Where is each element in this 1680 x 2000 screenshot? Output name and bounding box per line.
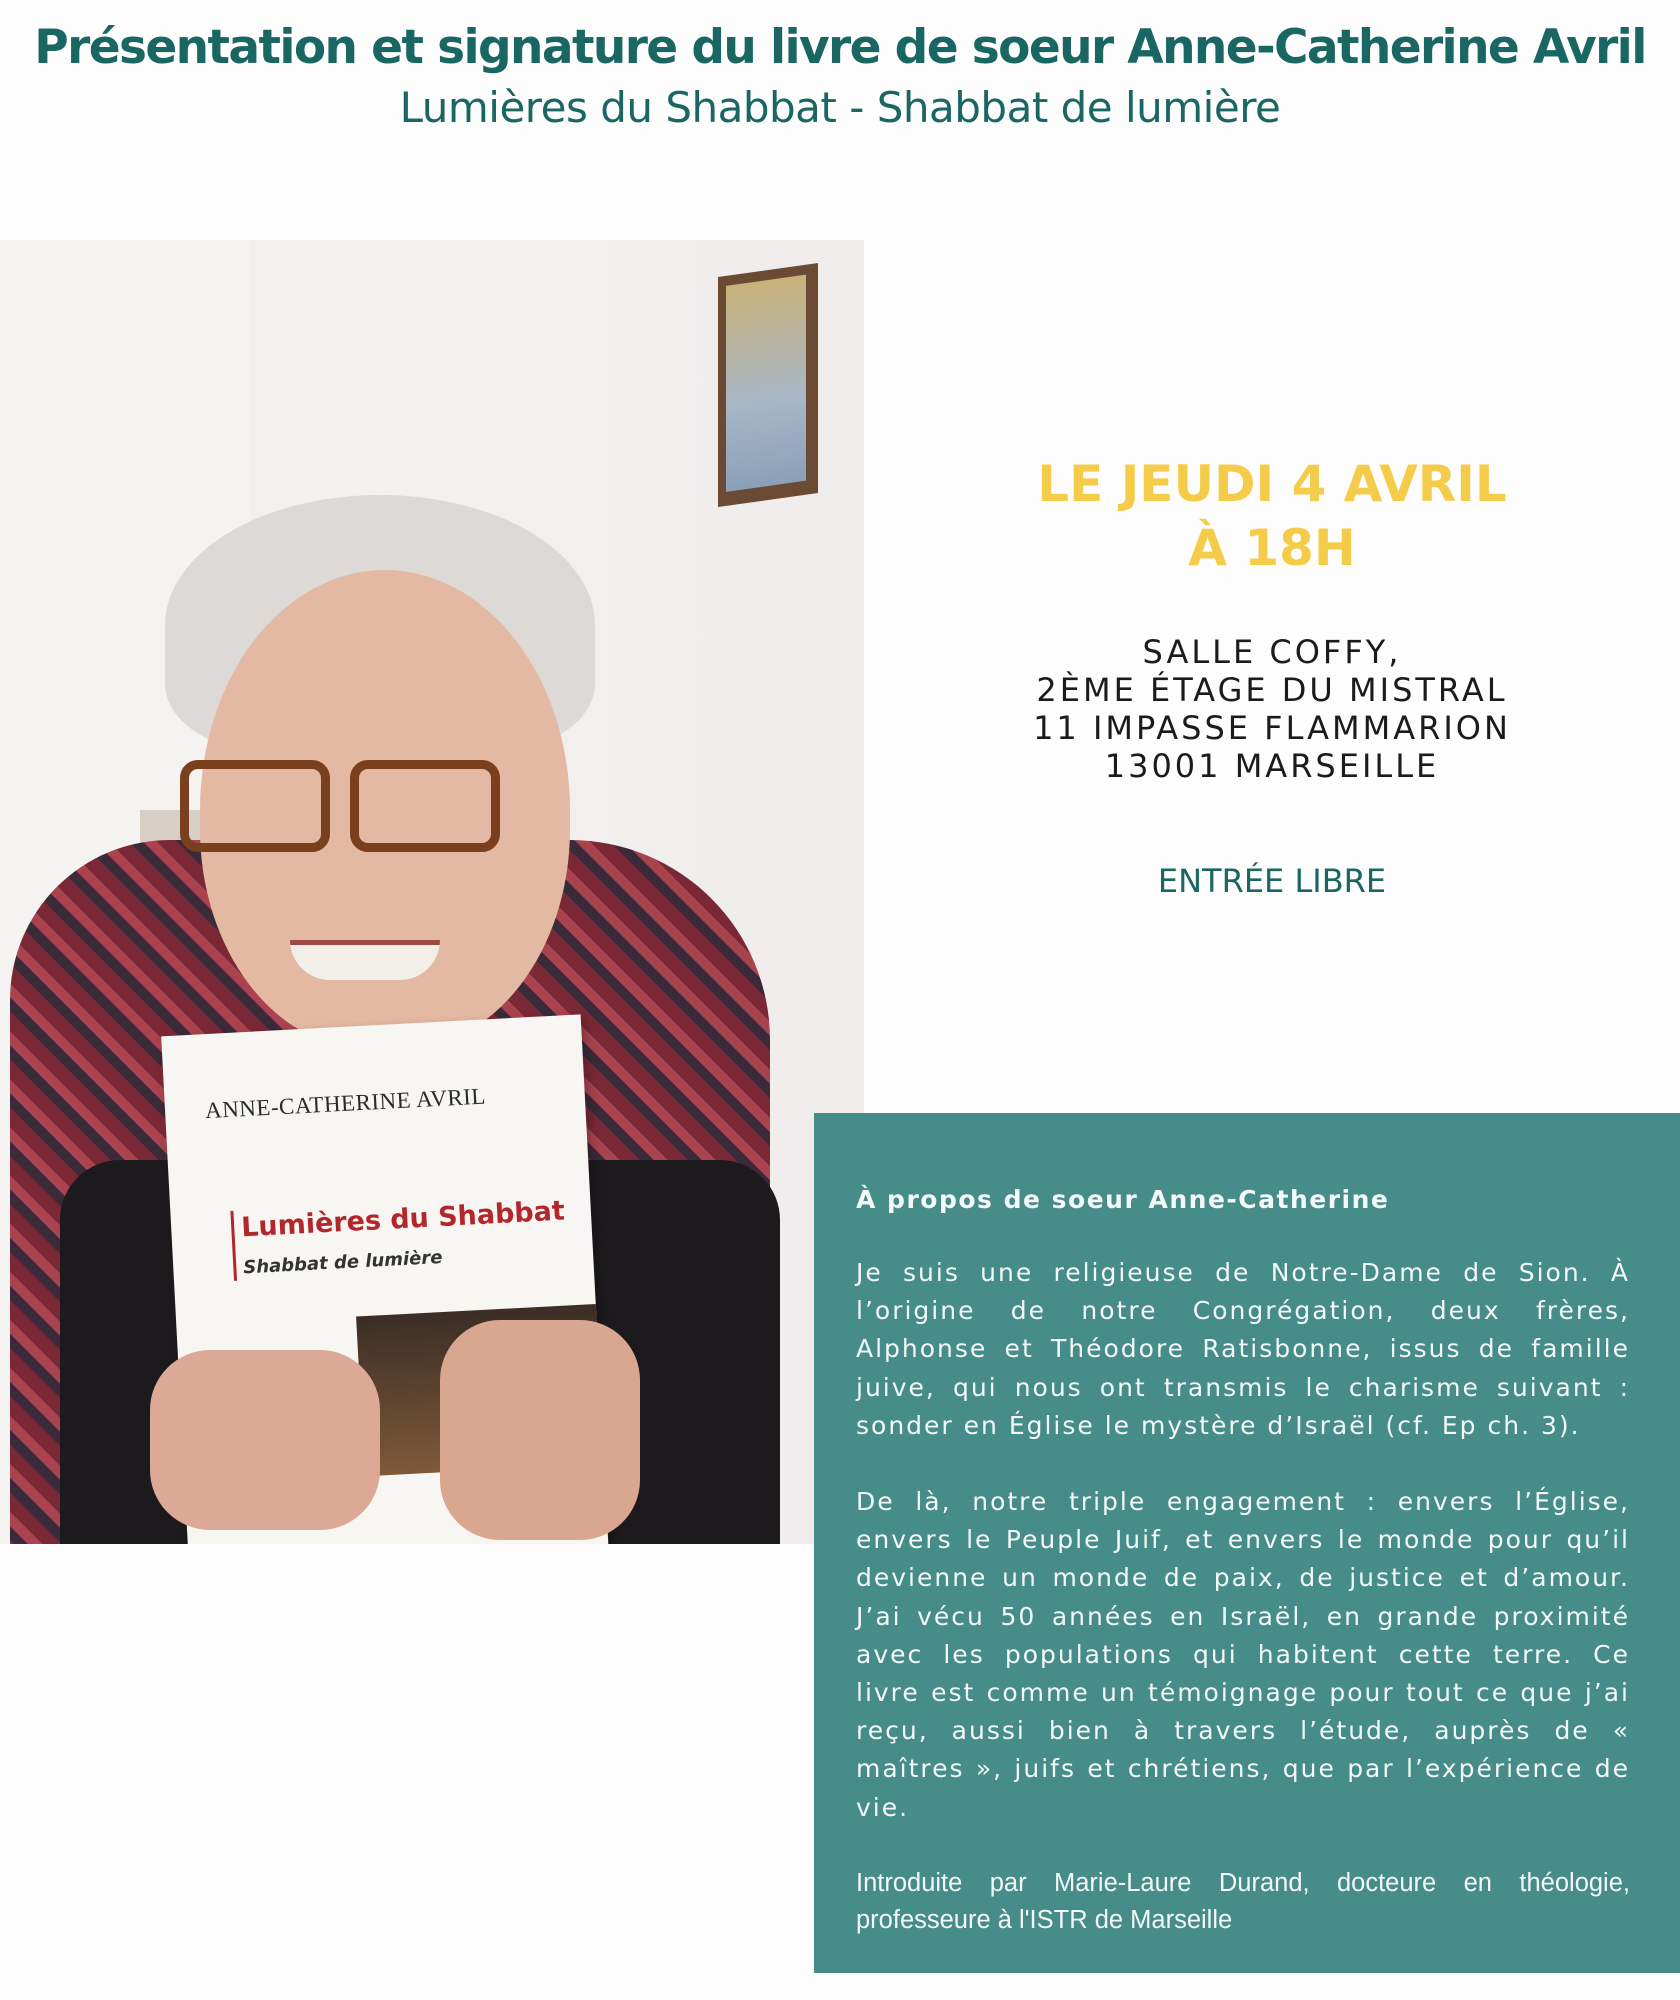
address-line: SALLE COFFY,: [1142, 633, 1402, 671]
smile: [290, 940, 440, 980]
glasses-left: [180, 760, 330, 852]
address-line: 2ÈME ÉTAGE DU MISTRAL: [1036, 671, 1508, 709]
about-introduction: Introduite par Marie-Laure Durand, docteure en théologie, professeure à l'ISTR de Marseille: [856, 1868, 1630, 1934]
event-date-line1: LE JEUDI 4 AVRIL: [1037, 455, 1507, 513]
entry-free-label: ENTRÉE LIBRE: [1157, 862, 1387, 900]
right-hand: [440, 1320, 640, 1540]
event-address: [864, 633, 1680, 785]
about-heading: À propos de soeur Anne-Catherine: [856, 1185, 1390, 1214]
page-title: Présentation et signature du livre de soeur Anne-Catherine Avril: [34, 20, 1646, 75]
about-panel: [814, 1113, 1680, 1973]
event-date-line2: À 18H: [1188, 519, 1356, 577]
address-line: 13001 MARSEILLE: [1104, 747, 1440, 785]
about-paragraph-1: Je suis une religieuse de Notre-Dame de Sion. À l’origine de notre Congrégation, deux frères, Alphonse et Théodore Ratisbonne, issus de famille juive, qui nous ont transmis le charisme suivant : sonder en Église le mystère d’Israël (cf. Ep ch. 3).: [856, 1258, 1630, 1440]
left-hand: [150, 1350, 380, 1530]
page-subtitle: Lumières du Shabbat - Shabbat de lumière: [399, 83, 1281, 132]
book-author: ANNE-CATHERINE AVRIL: [204, 1083, 487, 1124]
wall-icon-painting: [718, 263, 818, 507]
book-title: Lumières du Shabbat: [240, 1195, 566, 1244]
address-line: 11 IMPASSE FLAMMARION: [1033, 709, 1511, 747]
book-title-bar: [230, 1211, 237, 1281]
glasses-right: [350, 760, 500, 852]
author-photo: [0, 240, 864, 1544]
book-subtitle: Shabbat de lumière: [242, 1246, 443, 1279]
about-paragraph-2: De là, notre triple engagement : envers l’Église, envers le Peuple Juif, et envers le monde pour qu’il devienne un monde de paix, de justice et d’amour. J’ai vécu 50 années en Israël, en grande proximité avec les populations qui habitent cette terre. Ce livre est comme un témoignage pour tout ce que j’ai reçu, aussi bien à travers l’étude, auprès de « maîtres », juifs et chrétiens, que par l’expérience de vie.: [856, 1487, 1630, 1822]
page-header: [0, 20, 1680, 132]
event-date: [864, 452, 1680, 580]
